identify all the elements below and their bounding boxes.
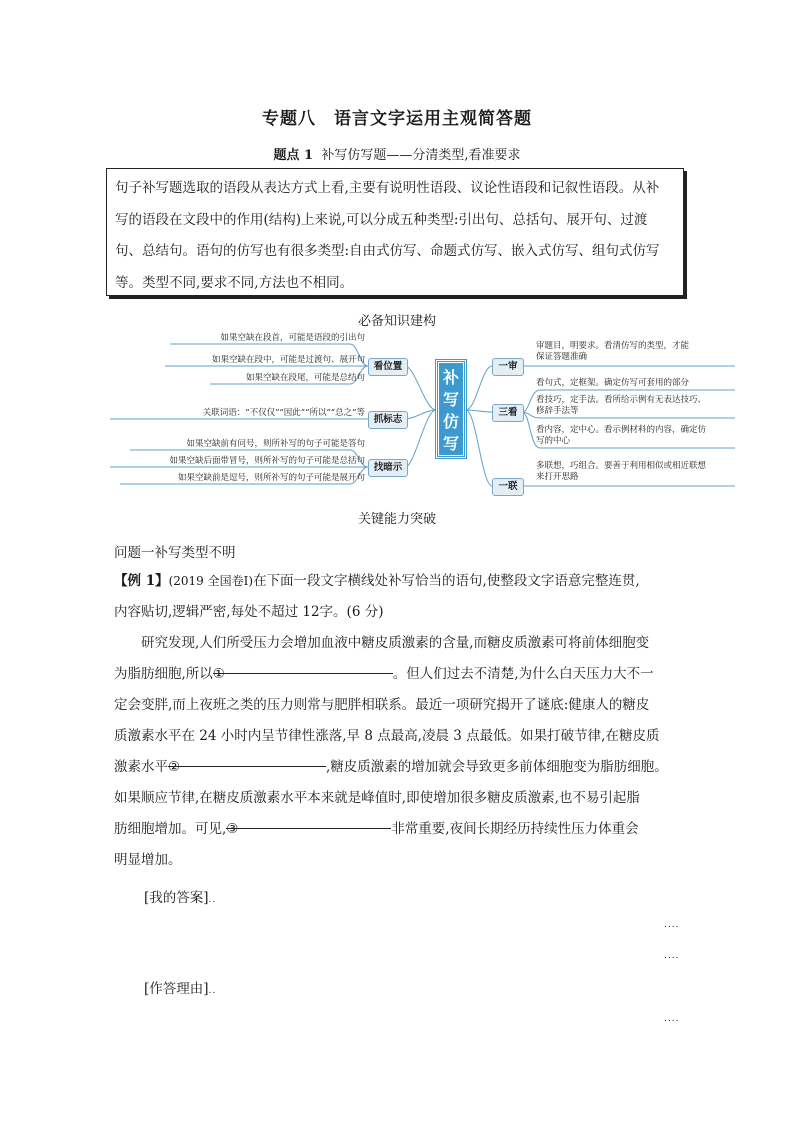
intro-line: 句子补写题选取的语段从表达方式上看,主要有说明性语段、议论性语段和记叙性语段。从补 [115,180,660,196]
reason-label: [作答理由] [144,981,209,997]
intro-line: 写的语段在文段中的作用(结构)上来说,可以分成五种类型:引出句、总括句、展开句、过渡 [115,211,648,228]
left-leaf: 如果空缺在段首，可能是语段的引出句 [220,333,365,343]
left-leaf: 如果空缺前是逗号，则所补写的句子可能是展开句 [177,473,365,483]
right-leaf: 看技巧，定手法。看所给示例有无表达技巧、 修辞手法等 [536,395,707,416]
right-leaf: 多联想，巧组合。要善于利用相似或相近联想 来打开思路 [536,461,707,482]
passage-line: 定会变胖,而上夜班之类的压力则常与肥胖相联系。最近一项研究揭开了谜底:健康人的糖皮 [114,697,650,713]
passage-line: 如果顺应节律,在糖皮质激素水平本来就是峰值时,即使增加很多糖皮质激素,也不易引起脂 [114,790,640,806]
subtitle [0,144,794,163]
right-leaf: 看句式，定框架。确定仿写可套用的部分 [536,378,690,388]
connector [466,410,492,412]
connector [405,366,436,410]
node-kan-weizhi: 看位置 [368,358,408,376]
connector [466,366,492,410]
right-leaf: 看内容，定中心。看示例材料的内容，确定仿 写的中心 [536,425,707,446]
passage-line: 明显增加。 [114,852,182,868]
connector [466,410,492,486]
example-label: 【例 1】 [114,573,169,589]
answer-label: [我的答案] [144,890,209,906]
left-leaf: 如果空缺在段尾，可能是总结句 [245,373,365,383]
passage-line: 肪细胞增加。可见,③ 非常重要,夜间长期经历持续性压力体重会 [114,814,694,845]
node-san-kan: 三看 [492,404,524,422]
blank-3[interactable]: ③ [226,814,391,829]
left-leaf: 如果空缺前有问号，则所补写的句子可能是答句 [186,439,365,449]
page-title: 专题八 语言文字运用主观简答题 [262,109,532,129]
answer-line-dots[interactable]: .... [664,920,680,930]
mind-map-diagram [110,330,740,500]
subtitle-text: 补写仿写题——分清类型,看准要求 [321,148,521,163]
knowledge-heading: 必备知识建构 [357,314,436,329]
left-leaf: 关联词语：“不仅仅”“因此”“所以”“总之”等 [202,408,365,418]
reason-line-dots[interactable]: .... [664,1014,680,1024]
intro-line: 等。类型不同,要求不同,方法也不相同。 [115,274,354,291]
example-source: (2019 全国卷Ⅰ) [168,574,254,588]
answer-line-dots[interactable]: .... [664,951,680,961]
node-zhua-biaozhi: 抓标志 [368,411,408,429]
answer-dots: .. [208,895,217,905]
passage [114,628,694,876]
blank-2[interactable]: ② [168,752,326,767]
reason-label-row [144,977,216,997]
passage-line: 质激素水平在 24 小时内呈节律性涨落,早 8 点最高,凌晨 3 点最低。如果打破节律,在糖皮质 [114,728,660,744]
diagram-center [436,360,466,458]
center-char: 补 [442,368,459,387]
node-yi-shen: 一审 [492,358,524,376]
intro-line: 句、总结句。语句的仿写也有很多类型:自由式仿写、命题式仿写、嵌入式仿写、组句式仿写 [115,243,660,259]
right-leaf: 审题目，明要求。看清仿写的类型，才能 保证答题准确 [536,341,690,362]
left-leaf: 如果空缺后面带冒号，则所补写的句子可能是总括句 [169,456,365,466]
ability-heading: 关键能力突破 [357,512,436,527]
center-char: 写 [442,434,459,453]
passage-line: 研究发现,人们所受压力会增加血液中糖皮质激素的含量,而糖皮质激素可将前体细胞变 [141,635,650,651]
passage-line: 为脂肪细胞,所以① 。但人们过去不清楚,为什么白天压力大不一 [114,659,694,690]
example-question [114,566,694,628]
center-char: 仿 [442,412,459,431]
problem-heading: 问题一补写类型不明 [114,545,236,561]
example-prompt: 在下面一段文字横线处补写恰当的语句,使整段文字语意完整连贯, [253,573,640,589]
intro-box [106,168,684,296]
blank-1[interactable]: ① [213,659,393,674]
connector [405,410,436,419]
passage-line: 激素水平② ,糖皮质激素的增加就会导致更多前体细胞变为脂肪细胞。 [114,752,694,783]
node-zhao-anshi: 找暗示 [368,459,408,477]
subtitle-point: 题点 1 [273,148,314,163]
reason-dots: .. [208,986,217,996]
left-leaf: 如果空缺在段中，可能是过渡句、展开句 [211,355,365,365]
example-prompt-line2: 内容贴切,逻辑严密,每处不超过 12字。(6 分) [114,604,384,620]
answer-label-row [144,886,216,906]
node-yi-lian: 一联 [492,478,524,496]
center-char: 写 [442,390,459,409]
